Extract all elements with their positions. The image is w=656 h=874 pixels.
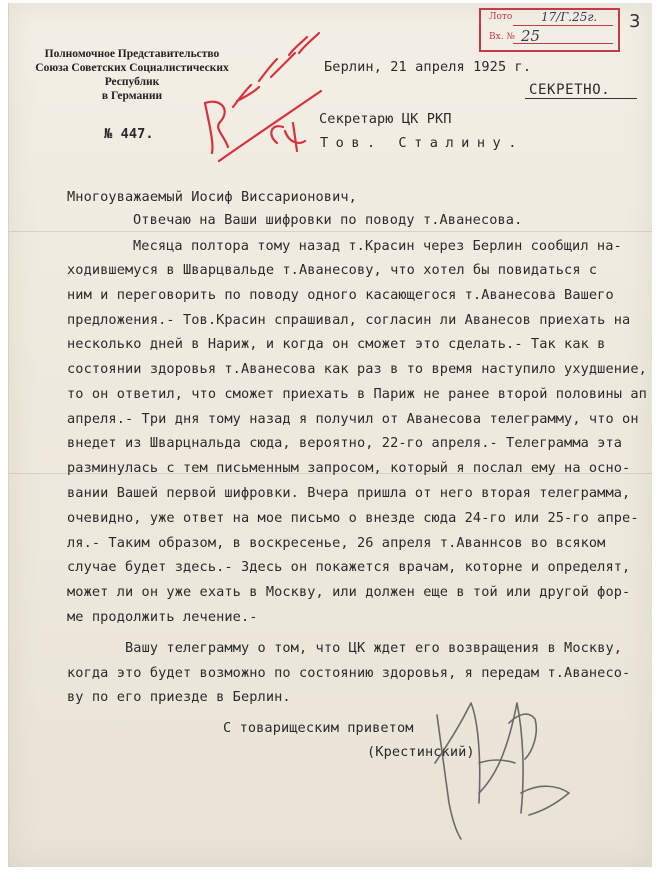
addressee-line-2: Тов. Сталину. [320, 135, 524, 151]
body-line: когда это будет возможно по состоянию здоровья, я передам т.Аванесо- [67, 665, 631, 681]
body-line: состоянии здоровья т.Аванесова как раз в то время наступило ухудшение, [67, 361, 647, 377]
letterhead-line: Республик [104, 76, 160, 88]
letterhead-line: Полномочное Представительство [44, 48, 220, 60]
body-line: вании Вашей первой шифровки. Вчера пришла от него вторая телеграмма, [67, 485, 631, 501]
body-line: ним и переговорить по поводу одного касающегося т.Аванесова Вашего [67, 287, 614, 303]
body-line: очевидно, уже ответ на мое письмо о внезде сюда 24-го или 25-го апре- [67, 510, 639, 526]
dateline: Берлин, 21 апреля 1925 г. [324, 59, 532, 75]
body-line: случае будет здесь.- Здесь он покажется врачам, которне и определят, [67, 559, 631, 575]
stamp-date-handwritten: 17/Г.25г. [541, 10, 598, 24]
body-line: предложения.- Тов.Красин спрашивал, согласин ли Аванесов приехать на [67, 312, 631, 328]
body-line: ме продолжить лечение.- [67, 609, 258, 625]
salutation: Многоуважаемый Иосиф Виссарионович, [67, 189, 357, 205]
body-line: Отвечаю на Ваши шифровки по поводу т.Аванесова. [133, 212, 523, 228]
stamp-label-top: Лото [489, 12, 513, 22]
document-number: № 447. [104, 126, 154, 142]
body-line: апреля.- Три дня тому назад я получил от Аванесова телеграмму, что он [67, 411, 639, 427]
closing: С товарищеским приветом [223, 720, 414, 736]
addressee-line-1: Секретарю ЦК РКП [319, 111, 452, 127]
page-number: 3 [629, 11, 641, 32]
body-line: ходившемуся в Шварцвальде т.Аванесову, что хотел бы повидаться с [67, 262, 598, 278]
body-line: разминулась с тем письменным запросом, который я послал ему на осно- [67, 460, 631, 476]
body-line: может ли он уже ехать в Москву, или должен еще в той или другой фор- [67, 584, 631, 600]
body-line: Вашу телеграмму о том, что ЦК ждет его возвращения в Москву, [125, 640, 623, 656]
stamp-number-handwritten: 25 [521, 27, 541, 45]
body-line: внедет из Шварцнальда сюда, вероятно, 22-го апреля.- Телеграмма эта [67, 435, 623, 451]
letterhead-line: Союза Советских Социалистических [35, 62, 229, 74]
body-line: Месяца полтора тому назад т.Красин через Берлин сообщил на- [133, 238, 622, 254]
letter-page [8, 3, 652, 867]
body-line: ву по его приезде в Берлин. [67, 689, 291, 705]
body-line: несколько дней в Нариж, и когда он сможет это сделать.- Так как в [67, 336, 606, 352]
body-line: ля.- Таким образом, в воскресенье, 26 апреля т.Аваннсов во всяком [67, 535, 606, 551]
body-line: то он ответил, что сможет приехать в Париж не ранее второй половины ап [67, 386, 647, 402]
stamp-label-bottom: Вх. № [489, 32, 515, 42]
classification-mark: СЕКРЕТНО. [529, 82, 611, 98]
signature-name: (Крестинский) [367, 744, 475, 760]
signature-scrawl [9, 3, 652, 867]
letterhead-line: в Германии [101, 90, 163, 102]
